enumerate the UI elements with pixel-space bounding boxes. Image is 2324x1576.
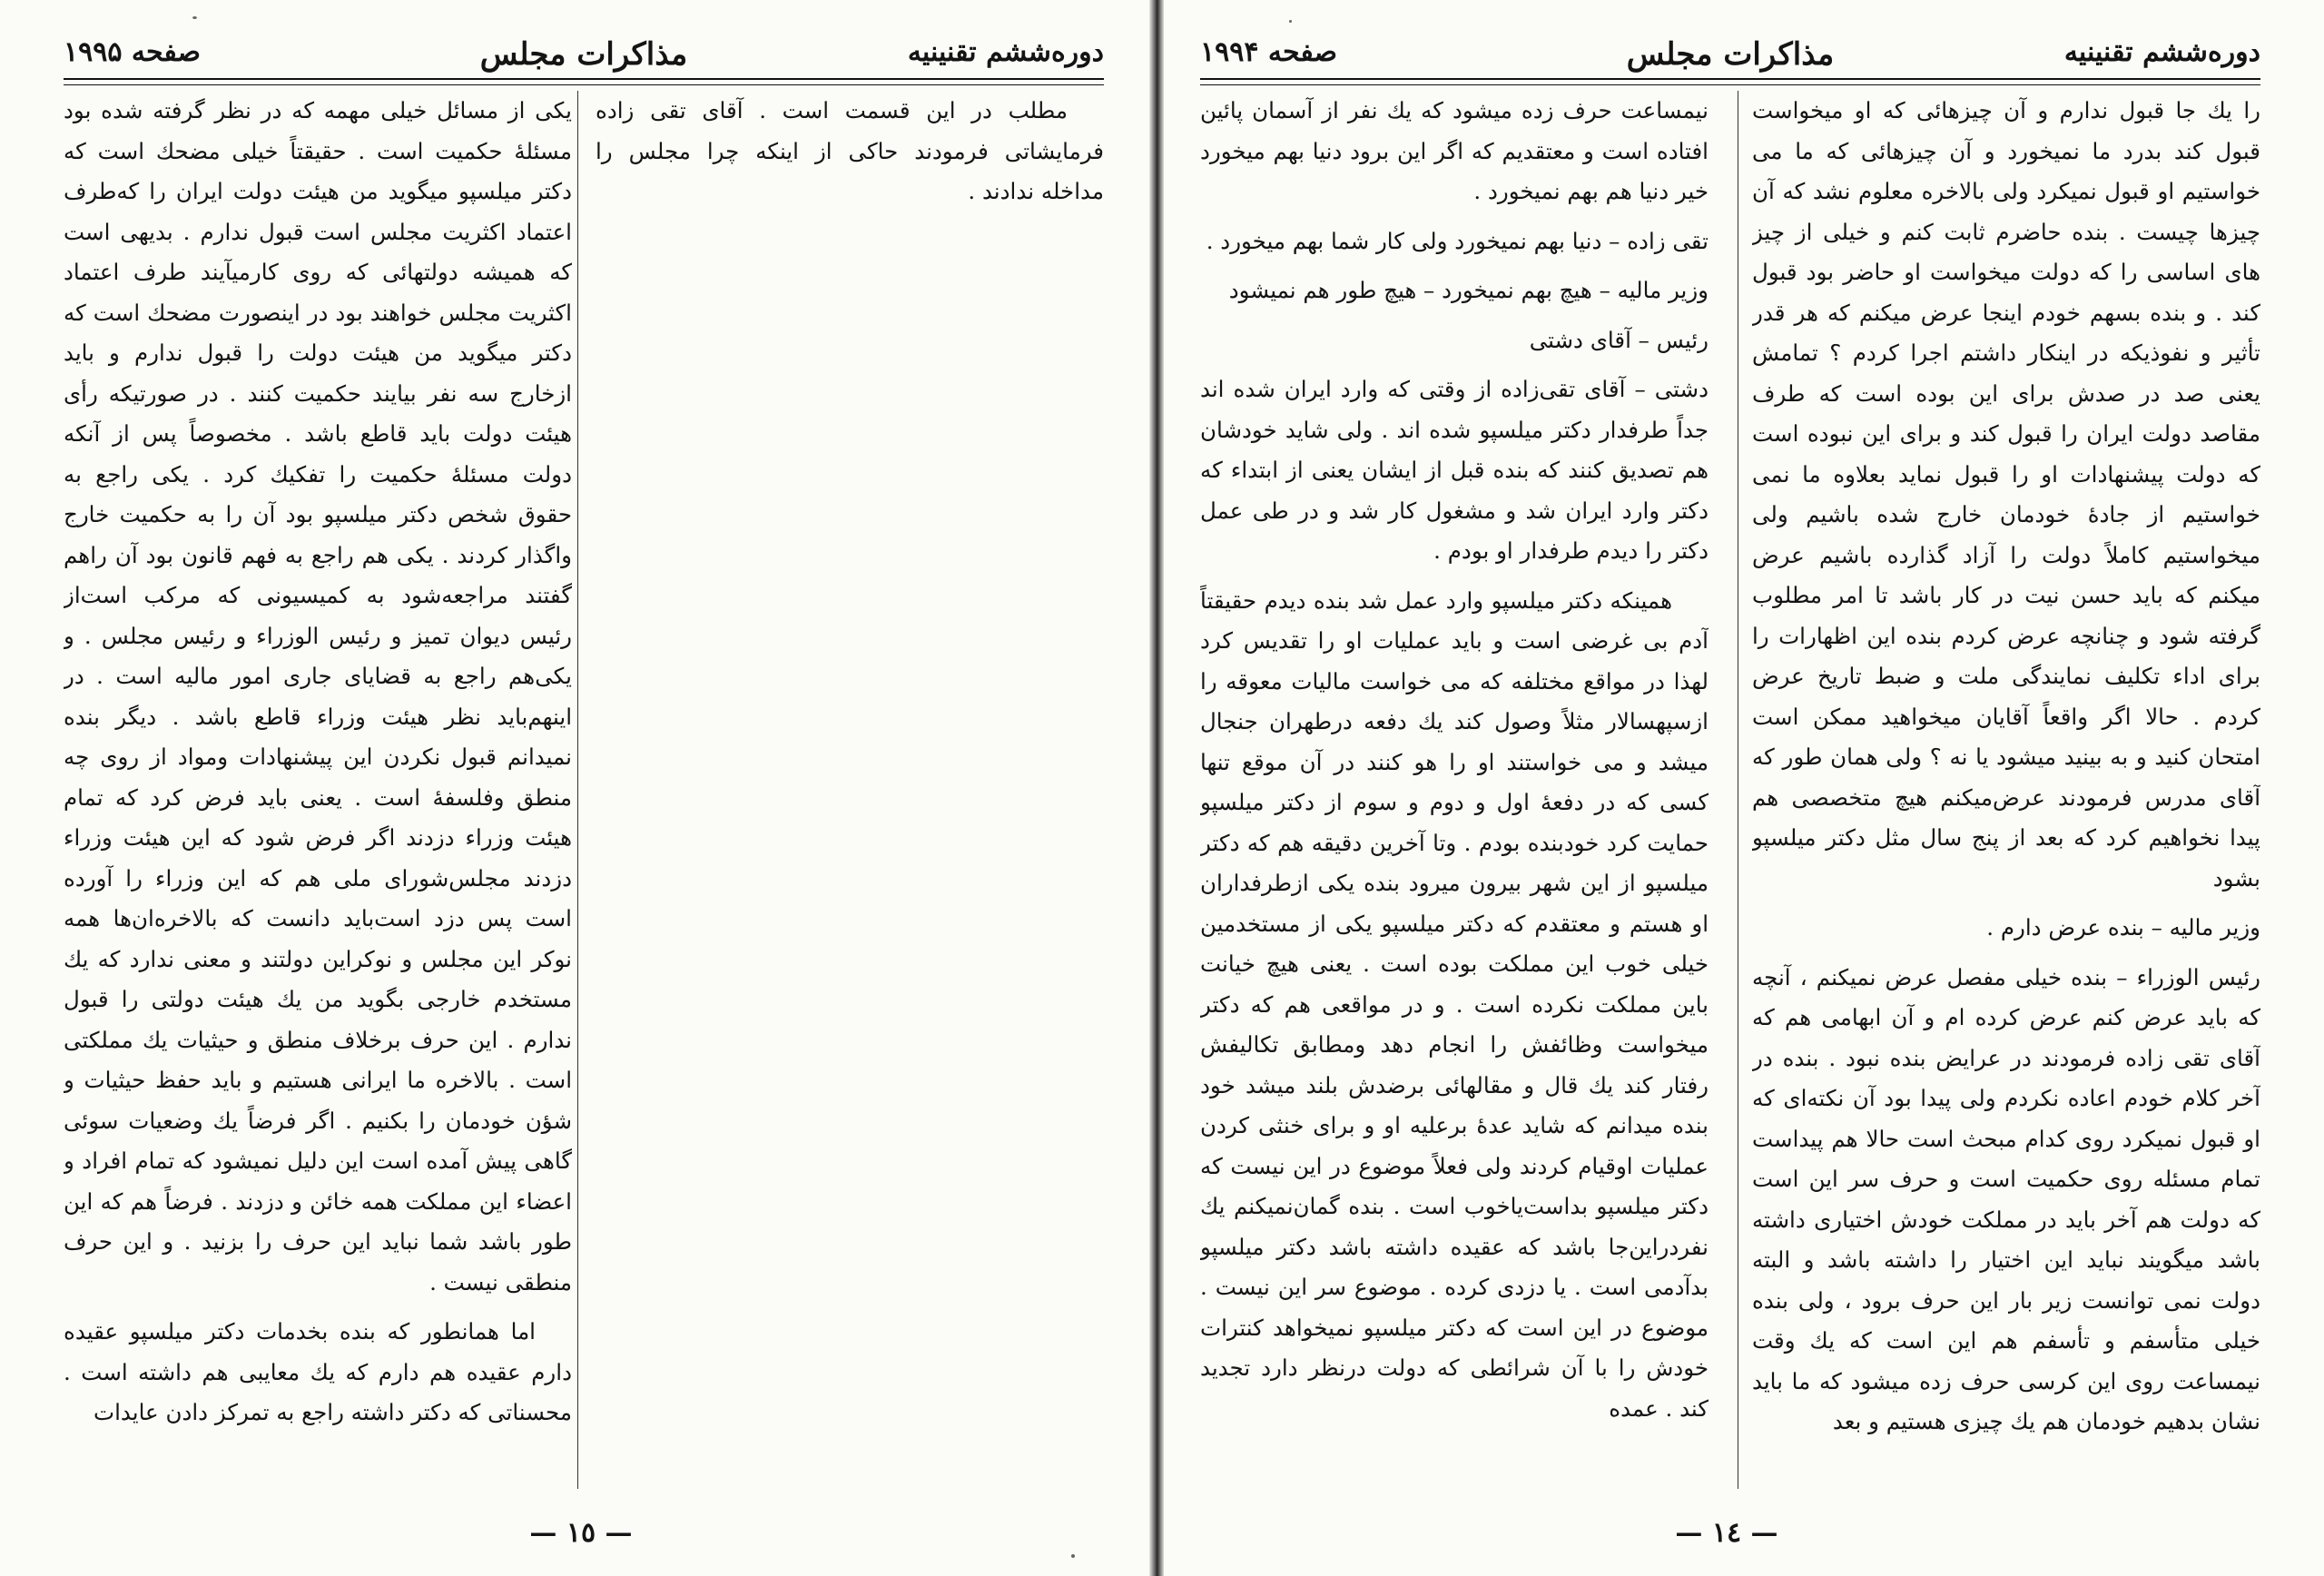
speaker-paragraph: رئیس الوزراء – بنده خیلی مفصل عرض نمیکنم ، آنچه که باید عرض کنم عرض کرده ام و آن ابهامی هم که آقای تقی زاده فرمودند در عرایض بنده نبود . بنده در آخر کلام خودم اعاده نکردم ولی پیدا بود آن نکته‌ای که او قبول نمیکرد روی کدام مبحث است حالا هم پیداست تمام مسئله روی حکمیت است و حرف سر این است که دولت هم آخر باید در مملکت خودش اختیاری داشته باشد میگویند نباید این اختیار را داشته باشد و البته دولت نمی توانست زیر بار این حرف برود ، ولی بنده خیلی متأسفم و تأسفم هم این است که یك وقت نیمساعت روی این کرسی حرف زده میشود که ما باید نشان بدهیم خودمان هم یك چیزی هستیم و بعد xyxy=(1752,963,2260,1434)
header-rule xyxy=(1200,78,2260,85)
page-1995 xyxy=(0,0,1149,1576)
scan-speck xyxy=(192,16,197,19)
header-rule xyxy=(64,78,1104,85)
page-footer-number: — ١٤ — xyxy=(1675,1517,1778,1549)
text-column-left xyxy=(64,91,572,1489)
volume-label: دوره‌ششم تقنینیه xyxy=(907,36,1104,68)
page-number-label: صفحه ۱۹۹۵ xyxy=(64,36,201,68)
page-header xyxy=(64,36,1104,76)
text-column-left xyxy=(1200,91,1709,1489)
speaker-paragraph: وزیر مالیه – بنده عرض دارم . xyxy=(1986,914,2260,941)
paragraph: را یك جا قبول ندارم و آن چیزهائی که او میخواست قبول کند بدرد ما نمیخورد و آن چیزهائی که ما می خواستیم او قبول نمیکرد ولی بالاخره معلوم نشد که آن چیزها چیست . بنده حاضرم ثابت کنم و خیلی از چیز های اساسی را که دولت میخواست او حاضر بود قبول کند . و بنده بسهم خودم اینجا عرض میکنم که هر قدر تأثیر و نفوذیکه در اینکار داشتم اجرا کردم ؟ تمامش یعنی صد در صدش برای این بوده است که طرف مقاصد دولت ایران را قبول کند و برای این نبوده است که دولت پیشنهادات او را قبول نماید بعلاوه ما نمی خواستیم از جادهٔ خودمان خارج شده باشیم ولی میخواستیم کاملاً دولت را آزاد گذارده باشیم عرض میکنم که باید حسن نیت در کار باشد تا امر مطلوب گرفته شود و چنانچه عرض کردم بنده این اظهارات را برای اداء تکلیف نمایندگی ملت و ضبط تاریخ عرض کردم . حالا اگر واقعاً آقایان میخواهید ممکن است امتحان کنید و به بینید میشود یا نه ؟ ولی همان طور که آقای مدرس فرمودند عرض‌میکنم هیچ متخصصی هم پیدا نخواهیم کرد که بعد از پنج سال مثل دکتر میلسپو بشود xyxy=(1752,97,2260,891)
volume-label: دوره‌ششم تقنینیه xyxy=(2063,36,2260,68)
text-column-right xyxy=(1752,91,2260,1489)
running-title: مذاکرات مجلس xyxy=(1626,36,1835,73)
scan-speck xyxy=(1071,1554,1075,1558)
page-number-label: صفحه ۱۹۹۴ xyxy=(1200,36,1337,68)
speaker-paragraph: تقی زاده – دنیا بهم نمیخورد ولی کار شما بهم میخورد . xyxy=(1206,227,1709,254)
page-footer-number: — ١٥ — xyxy=(529,1517,633,1549)
running-title: مذاکرات مجلس xyxy=(479,36,688,73)
paragraph: همینکه دکتر میلسپو وارد عمل شد بنده دیدم حقیقتاً آدم بی غرضی است و باید عملیات او را تقدیس کرد لهذا در مواقع مختلفه که می خواست مالیات معوقه را ازسپهسالار مثلاً وصول کند یك دفعه درطهران جنجال میشد و می خواستند او را هو کنند در آن موقع تنها کسی که در دفعهٔ اول و دوم و سوم از دکتر میلسپو حمایت کرد خودبنده بودم . وتا آخرین دقیقه هم که دکتر میلسپو از این شهر بیرون میرود بنده یکی ازطرفداران او هستم و معتقدم که دکتر میلسپو یکی از مستخدمین خیلی خوب این مملکت بوده است . یعنی هیچ خیانت باین مملکت نکرده است . و در مواقعی هم که دکتر میخواست وظائفش را انجام دهد ومطابق تکالیفش رفتار کند یك قال و مقالهائی برضدش بلند میشد خود بنده میدانم که شاید عدهٔ برعلیه او و برای خنثی کردن عملیات اوقیام کردند ولی فعلاً موضوع در این نیست که دکتر میلسپو بداست‌یاخوب است . بنده گمان‌نمیکنم یك نفردراین‌جا باشد که عقیده داشته باشد دکتر میلسپو بدآدمی است . یا دزدی کرده . موضوع سر این نیست . موضوع در این است که دکتر میلسپو نمیخواهد کنترات خودش را با آن شرائطی که دولت درنظر دارد تجدید کند . عمده xyxy=(1200,586,1709,1422)
speaker-paragraph: وزیر مالیه – هیچ بهم نمیخورد – هیچ طور هم نمیشود xyxy=(1228,277,1709,303)
column-divider xyxy=(577,91,578,1489)
paragraph: اما همانطور که بنده بخدمات دکتر میلسپو عقیده دارم عقیده هم دارم که یك معایبی هم داشته است . محسناتی که دکتر داشته راجع به تمرکز دادن عایدات xyxy=(64,1318,572,1425)
speaker-paragraph: دشتی – آقای تقی‌زاده از وقتی که وارد ایران شده اند جداً طرفدار دکتر میلسپو شده اند . ولی شاید خودشان هم تصدیق کنند که بنده قبل از ایشان یعنی از ابتداء که دکتر وارد ایران شد و مشغول کار شد و در طی عمل دکتر را دیدم طرفدار او بودم . xyxy=(1200,376,1709,564)
paragraph: نیمساعت حرف زده میشود که یك نفر از آسمان پائین افتاده است و معتقدیم که اگر این برود دنیا بهم میخورد خیر دنیا هم بهم نمیخورد . xyxy=(1200,97,1709,204)
paragraph: یکی از مسائل خیلی مهمه که در نظر گرفته شده بود مسئلهٔ حکمیت است . حقیقتاً خیلی مضحك است که دکتر میلسپو میگوید من هیئت دولت ایران را که‌طرف اعتماد اکثریت مجلس است قبول ندارم . بدیهی است که همیشه دولتهائی که روی کارمیآیند طرف اعتماد اکثریت مجلس خواهند بود در اینصورت مضحك است که دکتر میگوید من هیئت دولت را قبول ندارم و باید ازخارج سه نفر بیایند حکمیت کنند . در صورتیکه رأی هیئت دولت باید قاطع باشد . مخصوصاً پس از آنکه دولت مسئلهٔ حکمیت را تفکیك کرد . یکی راجع به حقوق شخص دکتر میلسپو بود آن را به حکمیت خارج واگذار کردند . یکی هم راجع به فهم قانون بود آن راهم گفتند مراجعه‌شود به کمیسیونی که مرکب است‌از رئیس دیوان تمیز و رئیس الوزراء و رئیس مجلس . و یکی‌هم راجع به قضایای جاری امور مالیه است . در اینهم‌باید نظر هیئت وزراء قاطع باشد . دیگر بنده نمیدانم قبول نکردن این پیشنهادات ومواد از روی چه منطق وفلسفهٔ است . یعنی باید فرض کرد که تمام هیئت وزراء دزدند اگر فرض شود که این هیئت وزراء دزدند مجلس‌شورای ملی هم که این وزراء را آورده است پس دزد است‌باید دانست که بالاخره‌ان‌ها همه نوکر این مجلس و نوکراین دولتند و معنی ندارد که یك مستخدم خارجی بگوید من یك هیئت دولتی را قبول ندارم . این حرف برخلاف منطق و حیثیات یك مملکتی است . بالاخره ما ایرانی هستیم و باید حفظ حیثیات و شؤن خودمان را بکنیم . اگر فرضاً یك وضعیات سوئی گاهی پیش آمده است این دلیل نمیشود که تمام افراد و اعضاء این مملکت همه خائن و دزدند . فرضاً هم که این طور باشد شما نباید این حرف را بزنید . و این حرف منطقی نیست . xyxy=(64,97,572,1295)
text-column-right xyxy=(596,91,1104,1489)
page-1994 xyxy=(1164,0,2324,1576)
paragraph: مطلب در این قسمت است . آقای تقی زاده فرمایشاتی فرمودند حاکی از اینکه چرا مجلس را مداخله ندادند . xyxy=(596,97,1104,204)
speaker-paragraph: رئیس – آقای دشتی xyxy=(1529,326,1709,353)
book-gutter xyxy=(1149,0,1164,1576)
scan-speck xyxy=(1289,20,1292,23)
page-header xyxy=(1200,36,2260,76)
